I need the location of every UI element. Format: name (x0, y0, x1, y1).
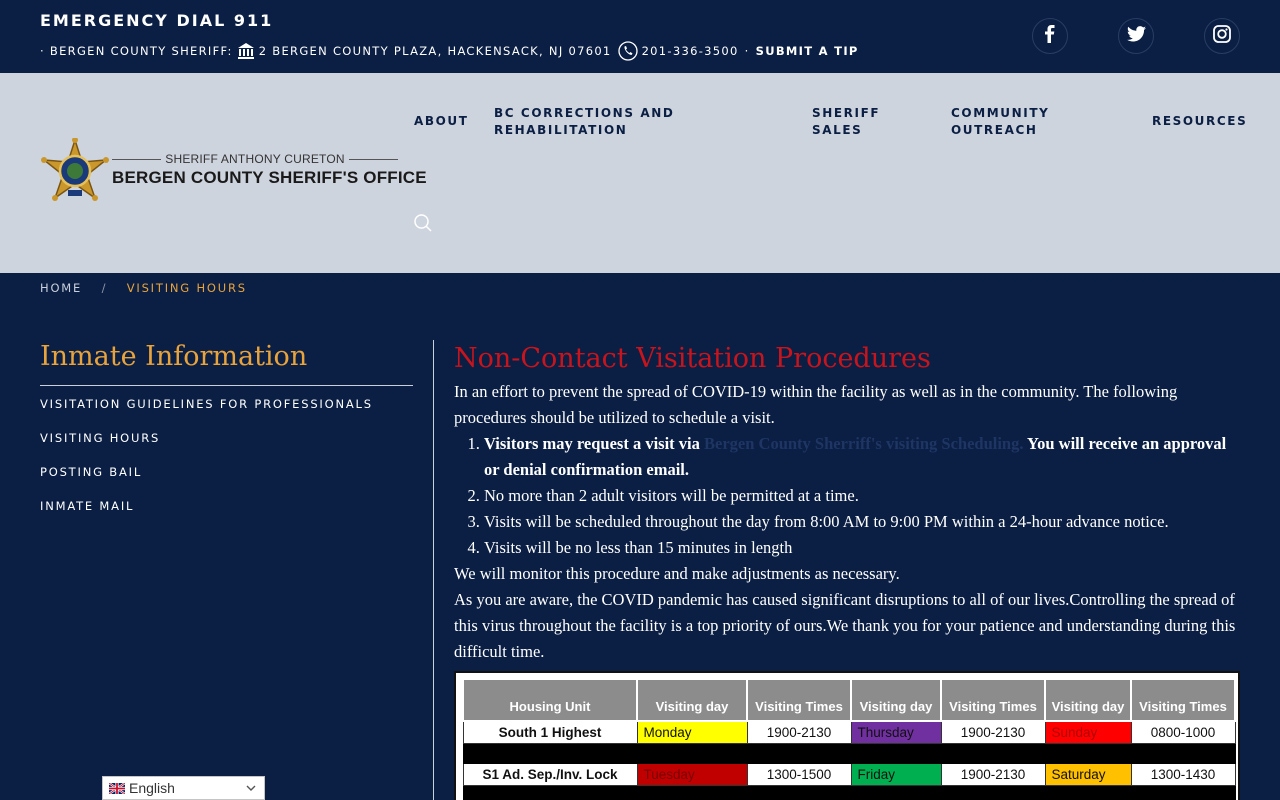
sidebar-link-visitation-guidelines[interactable]: VISITATION GUIDELINES FOR PROFESSIONALS (40, 397, 373, 411)
list-item: 2. No more than 2 adult visitors will be permitted at a time. (484, 483, 1240, 509)
visiting-time-cell: 1900-2130 (747, 721, 851, 743)
sidebar-link-inmate-mail[interactable]: INMATE MAIL (40, 499, 135, 513)
visiting-time-cell: 1300-1500 (747, 763, 851, 785)
visiting-schedule-table (462, 678, 1236, 800)
sheriff-lead-text: · BERGEN COUNTY SHERIFF: (40, 44, 233, 58)
logo-title: BERGEN COUNTY SHERIFF'S OFFICE (112, 168, 427, 187)
breadcrumb-current: VISITING HOURS (126, 281, 247, 295)
emergency-text: EMERGENCY DIAL 911 (40, 11, 274, 30)
instagram-icon (1213, 25, 1231, 48)
header-visiting-day-1: Visiting day (637, 679, 747, 721)
top-bar (0, 0, 1280, 73)
table-spacer-row (463, 785, 1235, 800)
visiting-day-cell: Saturday (1045, 763, 1131, 785)
visiting-day-cell: Friday (851, 763, 941, 785)
main-content (454, 340, 1240, 665)
table-row (463, 763, 1235, 785)
nav-about[interactable]: ABOUT (414, 114, 469, 128)
twitter-icon (1127, 26, 1146, 47)
sidebar-link-posting-bail[interactable]: POSTING BAIL (40, 465, 143, 479)
language-label: English (129, 780, 175, 796)
closing-paragraph: As you are aware, the COVID pandemic has caused significant disruptions to all of our lives.Controlling the spread of this virus throughout the facility is a top priority of ours.We thank you for your patience and understanding during this difficult time. (454, 590, 1236, 661)
procedure-list (484, 431, 1240, 561)
sidebar-title: Inmate Information (40, 341, 308, 372)
phone-link[interactable]: 201-336-3500 (641, 44, 739, 58)
contact-line (40, 41, 859, 61)
language-selector[interactable] (102, 776, 265, 800)
search-button[interactable] (413, 213, 433, 233)
sidebar-link-visiting-hours[interactable]: VISITING HOURS (40, 431, 161, 445)
submit-tip-link[interactable]: SUBMIT A TIP (755, 44, 859, 58)
site-header (0, 73, 1280, 273)
chevron-down-icon (246, 784, 256, 792)
list-item: 4. Visits will be no less than 15 minutes in length (484, 535, 1240, 561)
site-logo[interactable] (40, 138, 427, 210)
visiting-time-cell: 1900-2130 (941, 721, 1045, 743)
search-icon (413, 213, 433, 233)
visiting-day-cell: Tuesday (637, 763, 747, 785)
nav-sheriff-sales[interactable]: SHERIFF SALES (812, 106, 881, 137)
instagram-button[interactable] (1204, 18, 1240, 54)
tip-separator: · (744, 44, 750, 58)
visiting-day-cell: Thursday (851, 721, 941, 743)
table-spacer-row (463, 743, 1235, 763)
header-visiting-day-2: Visiting day (851, 679, 941, 721)
monitor-paragraph: We will monitor this procedure and make adjustments as necessary. (454, 564, 900, 583)
breadcrumb-home[interactable]: HOME (40, 281, 83, 295)
header-visiting-times-1: Visiting Times (747, 679, 851, 721)
breadcrumb-separator: / (101, 281, 108, 295)
visiting-day-cell: Sunday (1045, 721, 1131, 743)
twitter-button[interactable] (1118, 18, 1154, 54)
address-text: 2 BERGEN COUNTY PLAZA, HACKENSACK, NJ 07601 (258, 44, 612, 58)
logo-subtitle: SHERIFF ANTHONY CURETON (112, 152, 398, 166)
visiting-day-cell: Monday (637, 721, 747, 743)
page-title: Non-Contact Visitation Procedures (454, 343, 931, 374)
breadcrumb (40, 281, 247, 295)
building-icon (237, 42, 255, 60)
sheriff-star-badge-icon (40, 138, 110, 210)
list-item: 1. Visitors may request a visit via Bergen County Sherriff's visiting Scheduling. You will receive an approval or denial confirmation email. (484, 431, 1240, 483)
table-row (463, 721, 1235, 743)
header-visiting-day-3: Visiting day (1045, 679, 1131, 721)
visiting-time-cell: 0800-1000 (1131, 721, 1235, 743)
nav-corrections[interactable]: BC CORRECTIONS AND REHABILITATION (494, 106, 675, 137)
content-divider (433, 340, 434, 800)
list-item: 3. Visits will be scheduled throughout the day from 8:00 AM to 9:00 PM within a 24-hour advance notice. (484, 509, 1240, 535)
scheduling-link[interactable]: Bergen County Sherriff's visiting Scheduling. (704, 434, 1024, 453)
header-visiting-times-2: Visiting Times (941, 679, 1045, 721)
header-housing-unit: Housing Unit (463, 679, 637, 721)
intro-paragraph: In an effort to prevent the spread of COVID-19 within the facility as well as in the community. The following procedures should be utilized to schedule a visit. (454, 382, 1178, 427)
visiting-time-cell: 1300-1430 (1131, 763, 1235, 785)
housing-unit-cell: South 1 Highest (463, 721, 637, 743)
nav-community-outreach[interactable]: COMMUNITY OUTREACH (951, 106, 1050, 137)
facebook-button[interactable] (1032, 18, 1068, 54)
visiting-schedule-image (454, 671, 1240, 800)
facebook-icon (1044, 25, 1056, 48)
uk-flag-icon (109, 783, 125, 794)
header-visiting-times-3: Visiting Times (1131, 679, 1235, 721)
phone-icon (618, 41, 638, 61)
nav-resources[interactable]: RESOURCES (1152, 114, 1248, 128)
sidebar-divider (40, 385, 413, 386)
housing-unit-cell: S1 Ad. Sep./Inv. Lock (463, 763, 637, 785)
visiting-time-cell: 1900-2130 (941, 763, 1045, 785)
